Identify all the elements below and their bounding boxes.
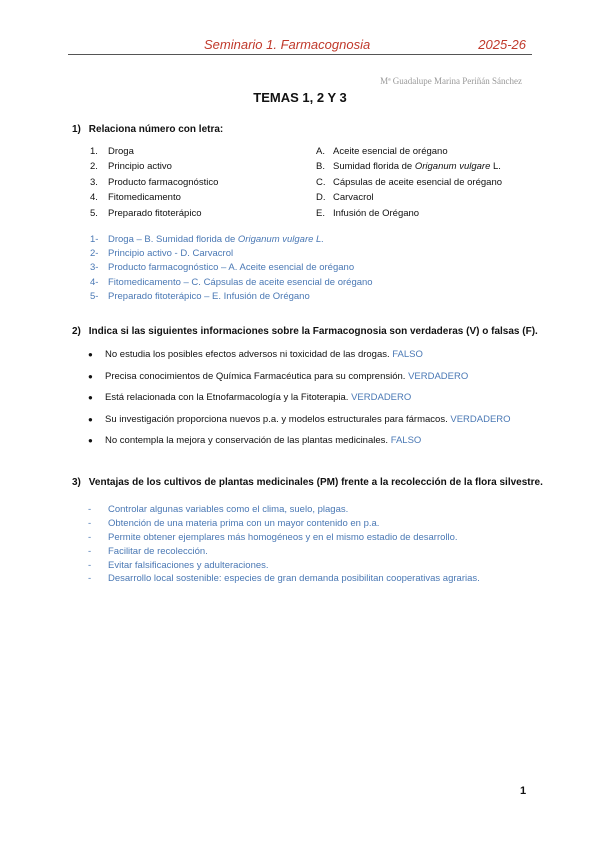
question-2-statements: [88, 347, 511, 455]
list-item: - Evitar falsificaciones y adulteraciones.: [88, 559, 269, 571]
list-item: ● Está relacionada con la Etnofarmacología y la Fitoterapia. VERDADERO: [88, 390, 511, 412]
answer-label: VERDADERO: [450, 413, 511, 425]
list-item: 5. Preparado fitoterápico: [90, 207, 202, 219]
list-item: C. Cápsulas de aceite esencial de orégano: [316, 176, 503, 188]
bullet-icon: ●: [88, 393, 93, 403]
list-item: A. Aceite esencial de orégano: [316, 146, 448, 157]
answer-item: 5- Preparado fitoterápico – E. Infusión de Orégano: [90, 290, 310, 302]
list-item: - Facilitar de recolección.: [88, 545, 208, 557]
bullet-icon: ●: [88, 414, 93, 424]
answer-item: 4- Fitomedicamento – C. Cápsulas de aceite esencial de orégano: [90, 276, 373, 288]
list-item: ● No estudia los posibles efectos adversos ni toxicidad de las drogas. FALSO: [88, 347, 511, 369]
question-1-answers: [90, 233, 373, 304]
question-3-heading: [72, 477, 543, 488]
header-academic-year: 2025-26: [478, 37, 526, 52]
list-item: 3. Producto farmacognóstico: [90, 176, 219, 188]
question-2-heading: [72, 326, 538, 337]
question-3-text: Ventajas de los cultivos de plantas medicinales (PM) frente a la recolección de la flora silvestre.: [88, 477, 543, 488]
answer-label: FALSO: [392, 349, 423, 360]
question-2-number: 2): [72, 326, 81, 337]
list-item: D. Carvacrol: [316, 192, 374, 204]
list-item: ● No contempla la mejora y conservación de las plantas medicinales. FALSO: [88, 433, 511, 455]
question-2-text: Indica si las siguientes informaciones sobre la Farmacognosia son verdaderas (V) o falsas (F).: [88, 326, 538, 337]
answer-label: VERDADERO: [351, 392, 412, 404]
question-1-heading: [72, 124, 223, 135]
list-item: E. Infusión de Orégano: [316, 207, 420, 219]
question-1-number: 1): [72, 124, 81, 135]
lettered-list: [316, 144, 502, 221]
list-item: - Desarrollo local sostenible: especies de gran demanda posibilitan cooperativas agrarias.: [88, 573, 480, 585]
question-3-number: 3): [72, 477, 81, 488]
list-item: 2. Principio activo: [90, 161, 172, 173]
bullet-icon: ●: [88, 371, 93, 381]
list-item: - Obtención de una materia prima con un mayor contenido en p.a.: [88, 517, 380, 529]
answer-item: 1- Droga – B. Sumidad florida de Origanum vulgare L.: [90, 234, 324, 245]
page-number: 1: [520, 785, 527, 797]
list-item: ● Su investigación proporciona nuevos p.a. y modelos estructurales para fármacos. VERDADERO: [88, 412, 511, 434]
list-item: - Controlar algunas variables como el clima, suelo, plagas.: [88, 504, 349, 515]
list-item: 1. Droga: [90, 146, 134, 157]
header-divider: [68, 54, 532, 55]
header-course-title: Seminario 1. Farmacognosia: [204, 37, 371, 52]
question-1-text: Relaciona número con letra:: [88, 124, 224, 135]
numbered-list: [90, 144, 218, 221]
bullet-icon: ●: [88, 436, 93, 446]
list-item: B. Sumidad florida de Origanum vulgare L.: [316, 161, 501, 173]
question-3-answers: [88, 503, 480, 586]
list-item: 4. Fitomedicamento: [90, 192, 181, 204]
answer-item: 2- Principio activo - D. Carvacrol: [90, 248, 234, 260]
page-title: TEMAS 1, 2 Y 3: [253, 90, 347, 105]
answer-label: VERDADERO: [408, 370, 469, 382]
list-item: - Permite obtener ejemplares más homogéneos y en el mismo estadio de desarrollo.: [88, 531, 458, 543]
author-name: Mª Guadalupe Marina Periñán Sánchez: [380, 76, 522, 86]
answer-item: 3- Producto farmacognóstico – A. Aceite esencial de orégano: [90, 262, 355, 274]
list-item: ● Precisa conocimientos de Química Farmacéutica para su comprensión. VERDADERO: [88, 369, 511, 391]
bullet-icon: ●: [88, 350, 93, 359]
answer-label: FALSO: [390, 435, 422, 447]
